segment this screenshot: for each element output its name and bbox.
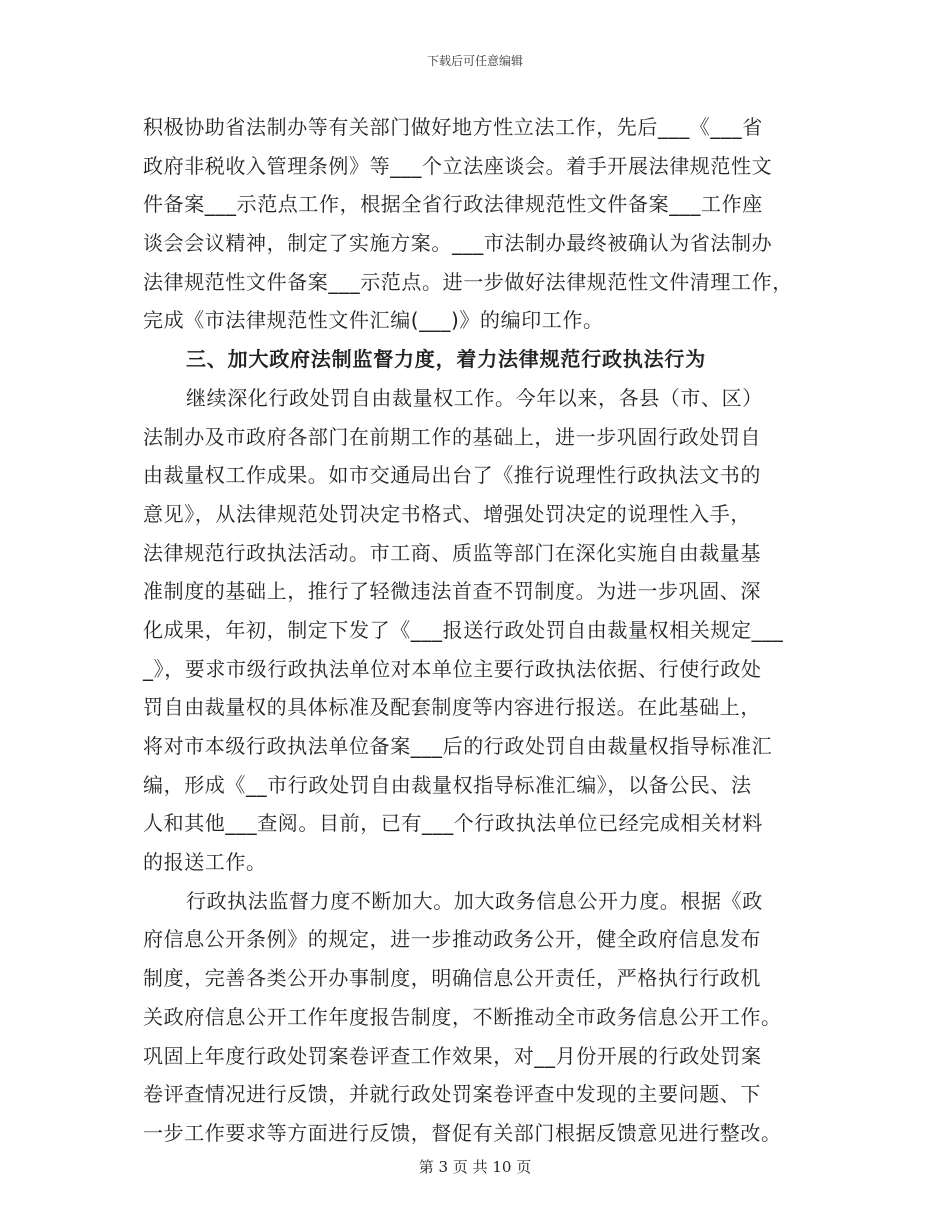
paragraph-line: 准制度的基础上，推行了轻微违法首查不罚制度。为进一步巩固、深 <box>143 579 761 604</box>
paragraph-line: 关政府信息公开工作年度报告制度，不断推动全市政务信息公开工作。 <box>143 1004 782 1029</box>
paragraph-line: 完成《市法律规范性文件汇编(___)》的编印工作。 <box>143 308 604 333</box>
paragraph-line: 法律规范性文件备案___示范点。进一步做好法律规范性文件清理工作， <box>143 269 793 294</box>
paragraph-line: _》，要求市级行政执法单位对本单位主要行政执法依据、行使行政处 <box>143 656 762 681</box>
document-body <box>143 108 813 1153</box>
paragraph-line: 巩固上年度行政处罚案卷评查工作效果，对__月份开展的行政处罚案 <box>143 1043 762 1068</box>
paragraph-line: 一步工作要求等方面进行反馈，督促有关部门根据反馈意见进行整改。 <box>143 1120 782 1145</box>
paragraph-line: 卷评查情况进行反馈，并就行政处罚案卷评查中发现的主要问题、下 <box>143 1082 761 1107</box>
paragraph-line: 政府非税收入管理条例》等___个立法座谈会。着手开展法律规范性文 <box>143 153 773 178</box>
paragraph-line: 件备案___示范点工作，根据全省行政法律规范性文件备案___工作座 <box>143 192 763 217</box>
paragraph-line: 编，形成《__市行政处罚自由裁量权指导标准汇编》，以备公民、法 <box>143 772 752 797</box>
paragraph-line: 罚自由裁量权的具体标准及配套制度等内容进行报送。在此基础上， <box>143 695 761 720</box>
paragraph-line: 化成果，年初，制定下发了《___报送行政处罚自由裁量权相关规定___ <box>143 617 784 642</box>
paragraph-line: 法制办及市政府各部门在前期工作的基础上，进一步巩固行政处罚自 <box>143 424 761 449</box>
paragraph-line: 的报送工作。 <box>143 850 267 875</box>
page-number-footer: 第 3 页 共 10 页 <box>418 1158 532 1176</box>
paragraph-line: 由裁量权工作成果。如市交通局出台了《推行说理性行政执法文书的 <box>143 463 761 488</box>
paragraph-line: 将对市本级行政执法单位备案___后的行政处罚自由裁量权指导标准汇 <box>143 734 773 758</box>
page-header-note: 下载后可任意编辑 <box>426 54 523 68</box>
paragraph-line: 制度，完善各类公开办事制度，明确信息公开责任，严格执行行政机 <box>143 966 761 991</box>
paragraph-line: 积极协助省法制办等有关部门做好地方性立法工作，先后___《___省 <box>143 115 763 139</box>
paragraph-line: 继续深化行政处罚自由裁量权工作。今年以来，各县（市、区） <box>186 385 763 410</box>
paragraph-line: 谈会会议精神，制定了实施方案。___市法制办最终被确认为省法制办 <box>143 231 773 256</box>
paragraph-line: 行政执法监督力度不断加大。加大政务信息公开力度。根据《政 <box>186 888 763 913</box>
paragraph-line: 法律规范行政执法活动。市工商、质监等部门在深化实施自由裁量基 <box>143 540 761 565</box>
paragraph-line: 人和其他___查阅。目前，已有___个行政执法单位已经完成相关材料 <box>143 811 763 836</box>
paragraph-line: 意见》，从法律规范处罚决定书格式、增强处罚决定的说理性入手， <box>143 501 751 526</box>
paragraph-line: 府信息公开条例》的规定，进一步推动政务公开，健全政府信息发布 <box>143 927 761 952</box>
section-heading: 三、加大政府法制监督力度，着力法律规范行政执法行为 <box>186 347 706 372</box>
